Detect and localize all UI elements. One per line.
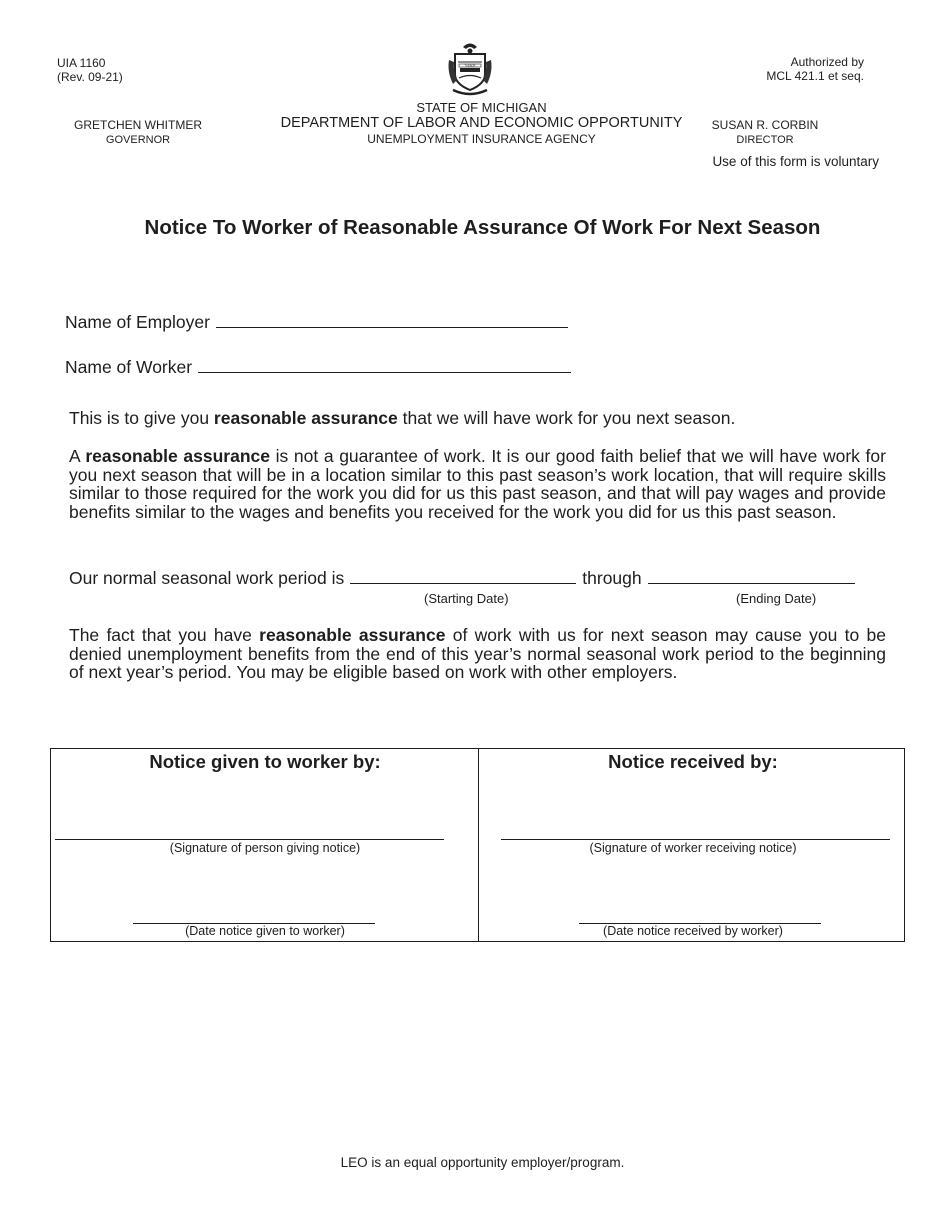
voluntary-note: Use of this form is voluntary — [712, 154, 879, 169]
ending-date-line[interactable] — [648, 569, 855, 584]
starting-date-line[interactable] — [350, 569, 576, 584]
notice-given-heading: Notice given to worker by: — [149, 751, 381, 772]
paragraph-text: is not a guarantee of work. It is our good faith belief that we will have work for you next season that will be in a location similar to this past season’s work location, that will require skills similar to those required for the work you did for us this past season, and that will pay wages and provide benefits similar to the wages and benefits you received for the work you did for us this past season. — [69, 446, 886, 522]
signature-box — [50, 748, 905, 942]
employer-field-row — [65, 312, 568, 333]
form-id-block — [57, 56, 123, 84]
notice-received-column — [478, 749, 907, 941]
page-title: Notice To Worker of Reasonable Assurance Of Work For Next Season — [144, 216, 821, 239]
paragraph-emphasis: reasonable assurance — [85, 446, 270, 466]
worker-field-row — [65, 357, 571, 378]
state-name: STATE OF MICHIGAN — [416, 100, 547, 115]
agency-name: UNEMPLOYMENT INSURANCE AGENCY — [367, 132, 596, 146]
director-name: SUSAN R. CORBIN — [711, 118, 819, 132]
governor-name: GRETCHEN WHITMER — [74, 118, 202, 132]
employer-input-line[interactable] — [216, 313, 568, 328]
assurance-paragraph — [69, 409, 886, 428]
form-number: UIA 1160 — [57, 56, 106, 70]
paragraph-emphasis: reasonable assurance — [213, 408, 398, 428]
paragraph-text: This is to give you — [69, 408, 214, 428]
governor-title: GOVERNOR — [105, 134, 171, 146]
received-date-caption: (Date notice received by worker) — [603, 924, 783, 938]
paragraph-text: A — [69, 446, 86, 466]
form-revision: (Rev. 09-21) — [57, 70, 123, 84]
worker-label: Name of Worker — [65, 357, 193, 377]
paragraph-text: The fact that you have — [69, 625, 260, 645]
director-title: DIRECTOR — [736, 134, 794, 146]
department-name: DEPARTMENT OF LABOR AND ECONOMIC OPPORTUNITY — [280, 115, 683, 131]
ending-date-caption: (Ending Date) — [736, 591, 817, 606]
period-label: Our normal seasonal work period is — [69, 568, 345, 588]
through-label: through — [582, 568, 642, 588]
employer-label: Name of Employer — [65, 312, 210, 332]
giver-signature-line[interactable] — [55, 839, 444, 840]
giver-signature-caption: (Signature of person giving notice) — [169, 841, 361, 855]
notice-given-column — [51, 749, 479, 941]
seal-motto: TUEBOR — [464, 64, 476, 68]
paragraph-text: that we will have work for you next season. — [397, 408, 736, 428]
paragraph-emphasis: reasonable assurance — [259, 625, 446, 645]
paragraph-text: of work with us for next season may cause you to be denied unemployment benefits from the end of this year’s normal seasonal work period to the beginning of next year’s period. You may be eligible based on work with other employers. — [69, 625, 886, 682]
authority-block — [766, 55, 864, 83]
footer-note: LEO is an equal opportunity employer/program. — [340, 1155, 625, 1170]
authorized-by-label: Authorized by — [790, 55, 864, 69]
department-block — [250, 100, 713, 146]
given-date-caption: (Date notice given to worker) — [185, 924, 345, 938]
denial-paragraph — [69, 626, 886, 682]
director-block — [700, 118, 830, 148]
worker-input-line[interactable] — [198, 358, 571, 373]
notice-received-heading: Notice received by: — [608, 751, 778, 772]
definition-paragraph — [69, 447, 886, 521]
authority-citation: MCL 421.1 et seq. — [766, 69, 864, 83]
worker-signature-caption: (Signature of worker receiving notice) — [589, 841, 797, 855]
seasonal-period-row — [69, 568, 855, 589]
michigan-seal-icon — [445, 40, 495, 96]
worker-signature-line[interactable] — [501, 839, 890, 840]
starting-date-caption: (Starting Date) — [424, 591, 509, 606]
governor-block — [60, 118, 216, 148]
